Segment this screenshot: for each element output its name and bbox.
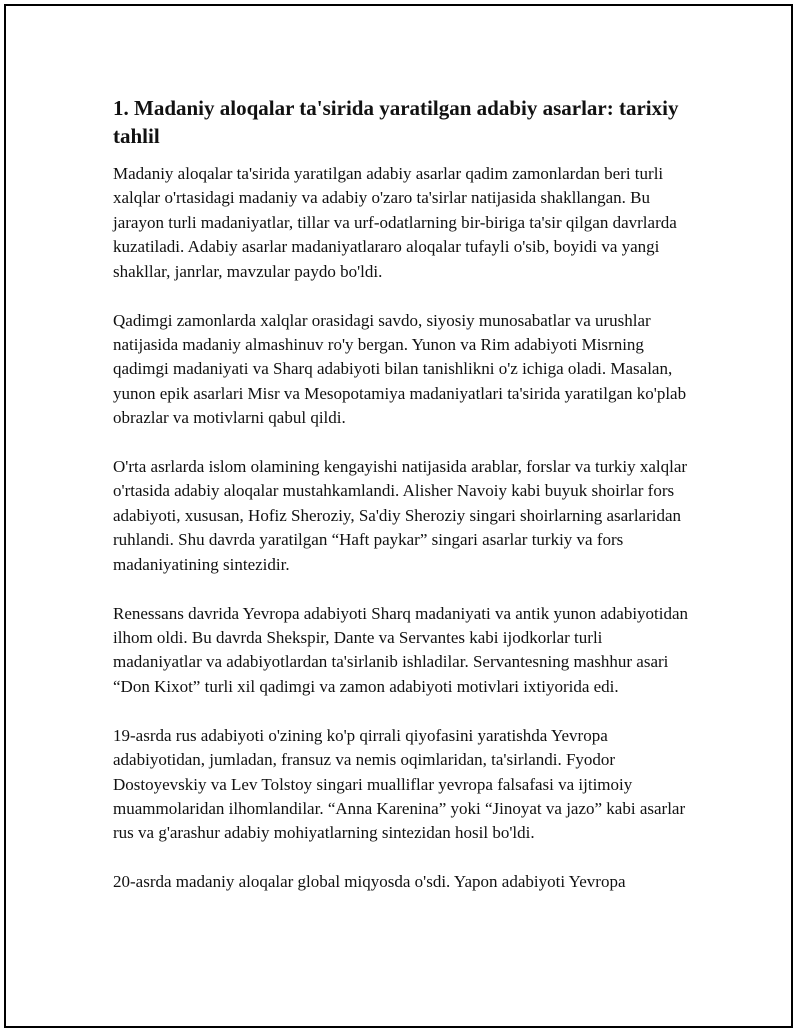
document-body — [113, 94, 693, 919]
paragraph-renaissance: Renessans davrida Yevropa adabiyoti Sharq madaniyati va antik yunon adabiyotidan ilhom oldi. Bu davrda Shekspir, Dante va Servantes kabi ijodkorlar turli madaniyatlar va adabiyotlardan ta'sirlanib ishladilar. Servantesning mashhur asari “Don Kixot” turli xil qadimgi va zamon adabiyoti motivlari ixtiyorida edi. — [113, 603, 689, 696]
paragraph-intro: Madaniy aloqalar ta'sirida yaratilgan adabiy asarlar qadim zamonlardan beri turli xalqlar o'rtasidagi madaniy va adabiy o'zaro ta'sirlar natijasida shakllangan. Bu jarayon turli madaniyatlar, tillar va urf-odatlarning bir-biriga ta'sir qilgan davrlarda kuzatiladi. Adabiy asarlar madaniyatlararo aloqalar tufayli o'sib, boyidi va yangi shakllar, janrlar, mavzular paydo bo'ldi. — [113, 164, 677, 281]
paragraph-19th-century: 19-asrda rus adabiyoti o'zining ko'p qirrali qiyofasini yaratishda Yevropa adabiyotidan, jumladan, fransuz va nemis oqimlaridan, ta'sirlandi. Fyodor Dostoyevskiy va Lev Tolstoy singari mualliflar yevropa falsafasi va ijtimoiy muammolaridan ilhomlandilar. “Anna Karenina” yoki “Jinoyat va jazo” kabi asarlar rus va g'arashur adabiy mohiyatlarning sintezidan hosil bo'ldi. — [113, 725, 686, 843]
paragraph-20th-century: 20-asrda madaniy aloqalar global miqyosda o'sdi. Yapon adabiyoti Yevropa — [113, 872, 626, 892]
section-heading: 1. Madaniy aloqalar ta'sirida yaratilgan adabiy asarlar: tarixiy tahlil — [113, 96, 679, 148]
paragraph-ancient-times: Qadimgi zamonlarda xalqlar orasidagi savdo, siyosiy munosabatlar va urushlar natijasida madaniy almashinuv ro'y bergan. Yunon va Rim adabiyoti Misrning qadimgi madaniyati va Sharq adabiyoti bilan tanishlikni o'z ichiga oladi. Masalan, yunon epik asarlari Misr va Mesopotamiya madaniyatlari ta'sirida yaratilgan ko'plab obrazlar va motivlarni qabul qildi. — [113, 310, 687, 428]
paragraph-middle-ages: O'rta asrlarda islom olamining kengayishi natijasida arablar, forslar va turkiy xalqlar o'rtasida adabiy aloqalar mustahkamlandi. Alisher Navoiy kabi buyuk shoirlar fors adabiyoti, xususan, Hofiz Sheroziy, Sa'diy Sheroziy singari shoirlarning asarlaridan ruhlandi. Shu davrda yaratilgan “Haft paykar” singari asarlar turkiy va fors madaniyatining sintezidir. — [113, 457, 688, 574]
